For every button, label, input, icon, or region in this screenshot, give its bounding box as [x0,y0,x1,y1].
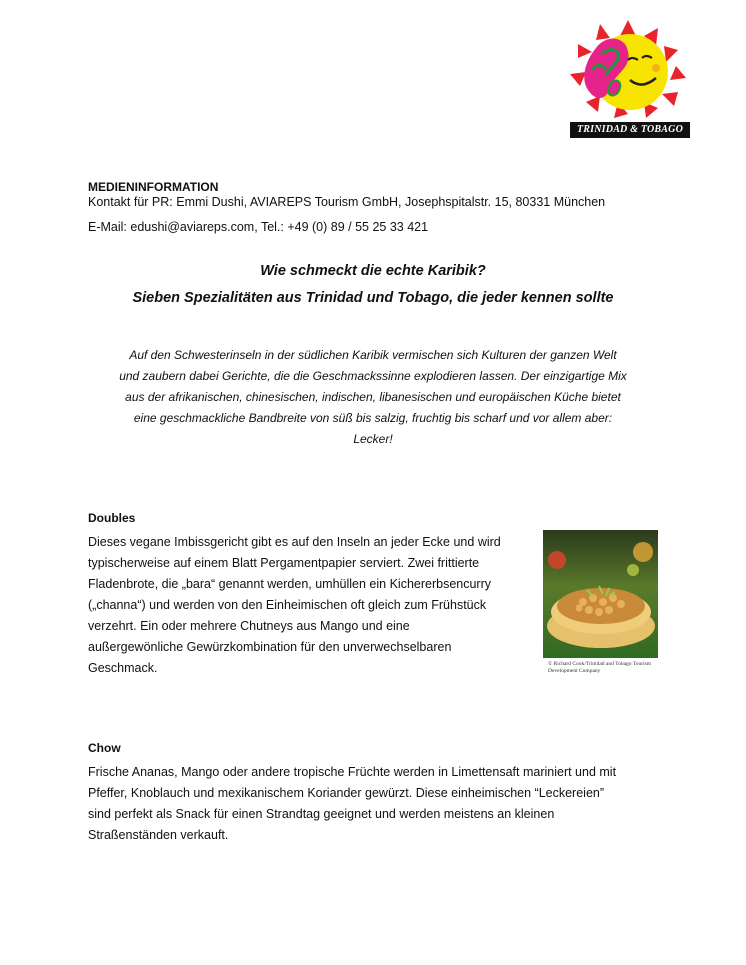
doubles-food-image [543,530,658,658]
intro-line: Lecker! [353,432,393,446]
section-heading-doubles: Doubles [88,511,136,525]
media-info-label: MEDIENINFORMATION [88,180,219,194]
body-line: („channa“) und werden von den Einheimischen oft gleich zum Frühstück [88,598,487,612]
body-line: Dieses vegane Imbissgericht gibt es auf den Inseln an jeder Ecke und wird [88,535,501,549]
section-heading-chow: Chow [88,741,121,755]
body-line: Fladenbrote, die „bara“ genannt werden, umhüllen ein Kichererbsencurry [88,577,492,591]
body-line: außergewönliche Gewürzkombination für den unverwechselbaren [88,640,452,654]
intro-line: aus der afrikanischen, chinesischen, indischen, libanesischen und europäischen Küche bietet [125,390,621,404]
intro-line: eine geschmackliche Bandbreite von süß bis salzig, fruchtig bis scharf und vor allem aber: [133,411,613,425]
body-line: Straßenständen verkauft. [88,828,229,842]
contact-line: Kontakt für PR: Emmi Dushi, AVIAREPS Tourism GmbH, Josephspitalstr. 15, 80331 München [88,195,606,209]
logo-banner: TRINIDAD & TOBAGO [570,122,690,138]
body-line: verzehrt. Ein oder mehrere Chutneys aus Mango und eine [88,619,410,633]
intro-line: und zaubern dabei Gerichte, die die Geschmackssinne explodieren lassen. Der einzigartige Mix [119,369,627,383]
photo-caption: © Richard Cook/Trinidad and Tobago Tourism Development Company [548,661,652,674]
sun-logo-icon [566,18,692,122]
intro-paragraph [80,345,666,450]
trinidad-tobago-logo [566,18,692,140]
body-line: typischerweise auf einem Blatt Pergamentpapier serviert. Zwei frittierte [88,556,480,570]
email-line: E-Mail: edushi@aviareps.com, Tel.: +49 (0) 89 / 55 25 33 421 [88,220,429,234]
body-line: sind perfekt als Snack für einen Strandtag geeignet und werden meistens an kleinen [88,807,555,821]
section-body-chow [88,762,616,846]
subheadline: Sieben Spezialitäten aus Trinidad und Tobago, die jeder kennen sollte [132,290,614,306]
body-line: Frische Ananas, Mango oder andere tropische Früchte werden in Limettensaft mariniert und mit [88,765,617,779]
body-line: Geschmack. [88,661,158,675]
body-line: Pfeffer, Knoblauch und mexikanischem Koriander gewürzt. Diese einheimischen “Leckereien” [88,786,605,800]
headline: Wie schmeckt die echte Karibik? [260,263,486,279]
doubles-photo [543,530,658,658]
intro-line: Auf den Schwesterinseln in der südlichen Karibik vermischen sich Kulturen der ganzen Welt [129,348,617,362]
section-body-doubles [88,532,501,679]
